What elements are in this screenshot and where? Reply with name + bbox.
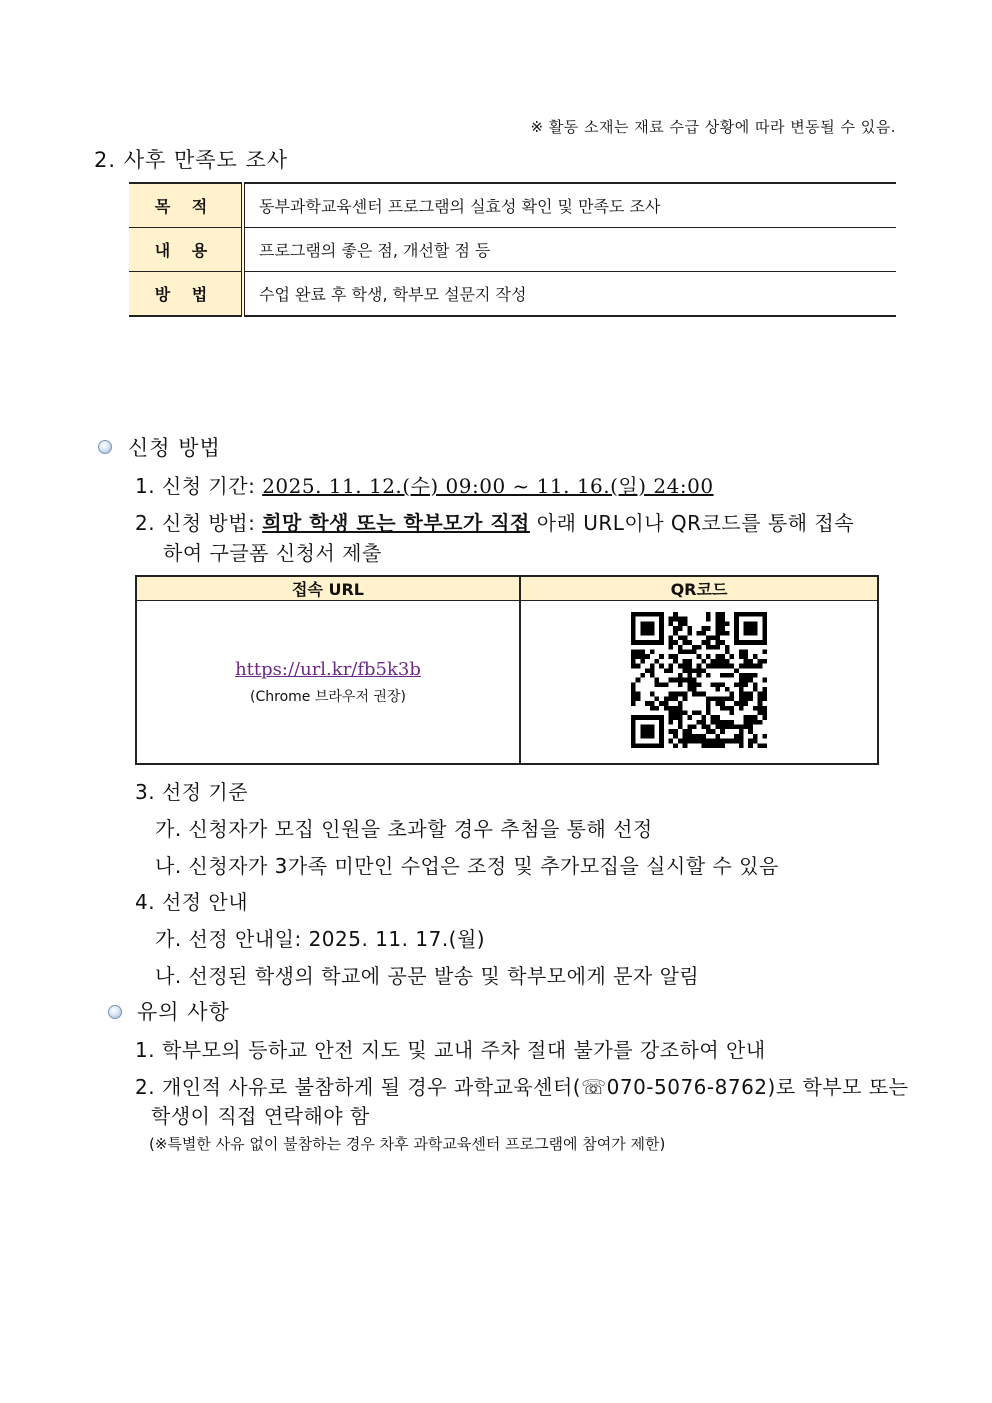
apply-method-emphasis: 희망 학생 또는 학부모가 직접 [262,511,530,535]
row-key: 내 용 [129,228,243,272]
table-row [129,272,896,317]
survey-heading: 2. 사후 만족도 조사 [94,148,289,172]
caution-footnote: (※특별한 사유 없이 불참하는 경우 차후 과학교육센터 프로그램에 참여가 제한) [149,1135,666,1153]
qr-cell [520,601,878,765]
qr-code-icon[interactable] [631,612,767,748]
caution-heading: 유의 사항 [137,1000,230,1024]
caution-item-2-line2: 학생이 직접 연락해야 함 [151,1104,370,1128]
table-row [129,183,896,228]
col-url-header: 접속 URL [136,576,520,601]
apply-item-1-label: 1. 신청 기간: [135,474,263,498]
apply-url-link[interactable]: https://url.kr/fb5k3b [235,658,421,680]
row-value: 프로그램의 좋은 점, 개선할 점 등 [243,228,896,272]
notice-b: 나. 선정된 학생의 학교에 공문 발송 및 학부모에게 문자 알림 [155,964,700,988]
url-cell [136,601,520,765]
caution-item-2: 2. 개인적 사유로 불참하게 될 경우 과학교육센터(☏070-5076-8762)로 학부모 또는 [135,1075,909,1099]
url-note: (Chrome 브라우저 권장) [250,688,406,705]
notice-heading: 4. 선정 안내 [135,890,249,914]
row-key: 목 적 [129,183,243,228]
apply-item-2-line2: 하여 구글폼 신청서 제출 [163,541,382,565]
caution-item-1: 1. 학부모의 등하교 안전 지도 및 교내 주차 절대 불가를 강조하여 안내 [135,1038,766,1062]
apply-period: 2025. 11. 12.(수) 09:00 ~ 11. 16.(일) 24:00 [262,474,714,498]
notice-a: 가. 선정 안내일: 2025. 11. 17.(월) [155,927,486,951]
col-qr-header: QR코드 [520,576,878,601]
apply-table [135,575,879,765]
table-row [129,228,896,272]
apply-method-rest: 아래 URL이나 QR코드를 통해 접속 [529,511,855,535]
selection-heading: 3. 선정 기준 [135,780,249,804]
row-value: 동부과학교육센터 프로그램의 실효성 확인 및 만족도 조사 [243,183,896,228]
bullet-icon [108,1005,122,1019]
apply-heading: 신청 방법 [128,436,221,460]
survey-table [129,182,896,317]
selection-b: 나. 신청자가 3가족 미만인 수업은 조정 및 추가모집을 실시할 수 있음 [155,854,779,878]
top-note: ※ 활동 소재는 재료 수급 상황에 따라 변동될 수 있음. [530,118,896,136]
apply-item-1 [135,470,714,499]
bullet-icon [98,440,112,454]
selection-a: 가. 신청자가 모집 인원을 초과할 경우 추첨을 통해 선정 [155,817,653,841]
apply-item-2 [135,507,854,536]
row-key: 방 법 [129,272,243,317]
row-value: 수업 완료 후 학생, 학부모 설문지 작성 [243,272,896,317]
apply-item-2-label: 2. 신청 방법: [135,511,263,535]
